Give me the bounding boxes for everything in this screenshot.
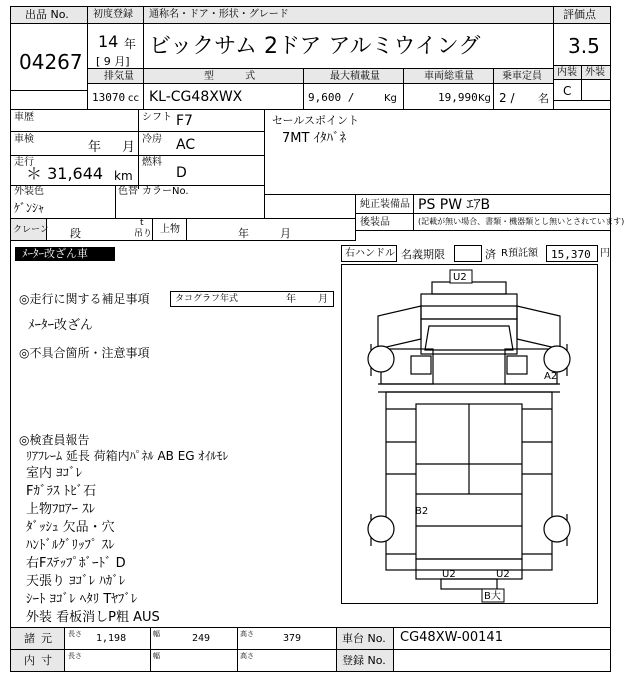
recycle-label: R預託額 xyxy=(501,248,538,259)
mileage-unit: km xyxy=(114,169,133,183)
meter-banner-text: ﾒｰﾀｰ改ざん車 xyxy=(22,247,88,260)
fuel-value: D xyxy=(176,165,187,181)
capacity-unit: 名 xyxy=(538,92,549,105)
driving-notes-label: ◎走行に関する補足事項 xyxy=(19,292,150,306)
max-load-unit: Kg xyxy=(384,93,397,104)
color-code-label: カラーNo. xyxy=(142,186,189,197)
eval-score: 3.5 xyxy=(568,34,600,58)
crane-lift: 吊り xyxy=(134,229,153,239)
interior-dims-label: 内寸 xyxy=(24,654,58,667)
report-line: Fｶﾞﾗｽ ﾄﾋﾞ石 xyxy=(26,484,97,499)
tacho-label: タコグラフ年式 xyxy=(175,294,239,304)
recycle-unit: 円 xyxy=(600,248,610,259)
ext-color-value: ｹﾞﾝｼｬ xyxy=(14,201,45,215)
chassis-value: CG48XW-00141 xyxy=(400,630,503,645)
aircon-label: 冷房 xyxy=(142,134,162,145)
height-label: 高さ xyxy=(240,630,254,638)
recycle-done: 済 xyxy=(485,248,496,261)
gross-weight-label: 車両総重量 xyxy=(424,71,474,82)
aftermarket-note: (記載が無い場合、書類・機器類とし無いとされています) xyxy=(418,217,625,226)
aftermarket-label: 後装品 xyxy=(360,217,390,228)
damage-mark-rear-u2-left: U2 xyxy=(442,569,456,580)
shift-value: F7 xyxy=(176,113,193,129)
chassis-label: 車台 No. xyxy=(342,632,386,645)
height-value: 379 xyxy=(283,633,302,644)
report-line: 右Fｽﾃｯﾌﾟﾎﾞｰﾄﾞ D xyxy=(26,556,126,571)
width-value: 249 xyxy=(192,633,211,644)
displacement-label: 排気量 xyxy=(104,71,134,82)
interior-grade: C xyxy=(563,84,572,98)
first-reg-label: 初度登録 xyxy=(93,9,133,20)
aircon-value: AC xyxy=(176,137,196,153)
shift-label: シフト xyxy=(142,112,172,123)
damage-mark-b2: B2 xyxy=(415,506,429,517)
defects-label: ◎不具合箇所・注意事項 xyxy=(19,346,150,360)
mileage-label: 走行 xyxy=(14,157,34,168)
color-no-label: 色替 xyxy=(118,186,138,197)
recycle-value: 15,370 xyxy=(551,248,591,261)
equip-value: PS PW ｴｱB xyxy=(418,197,491,213)
upper-month: 月 xyxy=(280,227,291,240)
in-width-label: 幅 xyxy=(153,652,160,660)
in-length-label: 長さ xyxy=(68,652,82,660)
first-reg-month: [ 9 月] xyxy=(96,55,130,68)
name-label: 通称名・ドア・形状・グレード xyxy=(149,9,289,20)
model-value: KL-CG48XWX xyxy=(149,89,243,105)
crane-step: 段 xyxy=(70,227,81,240)
inspection-label: 車検 xyxy=(14,134,34,145)
damage-mark-rear-bdai: B大 xyxy=(484,591,501,602)
eval-label: 評価点 xyxy=(563,8,596,21)
length-value: 1,198 xyxy=(96,633,127,644)
crane-ton: t xyxy=(140,218,144,228)
dims-label: 諸元 xyxy=(24,632,58,645)
displacement-unit: cc xyxy=(128,93,139,104)
max-load-value: 9,600 / xyxy=(308,91,355,104)
name-change-label: 名義期限 xyxy=(401,248,445,261)
inspection-month: 月 xyxy=(122,140,136,155)
damage-mark-a2: A2 xyxy=(544,371,558,382)
report-line: ﾊﾝﾄﾞﾙｸﾞﾘｯﾌﾟ ｽﾚ xyxy=(26,538,115,553)
report-line: ｼｰﾄ ﾖｺﾞﾚ ﾍﾀﾘ Tﾔﾌﾞﾚ xyxy=(26,592,138,607)
exterior-label: 外装 xyxy=(585,67,605,78)
driving-text: ﾒｰﾀｰ改ざん xyxy=(28,318,94,333)
gross-weight-value: 19,990 xyxy=(438,91,478,104)
rhd-label: 右ハンドル xyxy=(345,248,395,259)
fuel-label: 燃料 xyxy=(142,157,162,168)
report-line: 室内 ﾖｺﾞﾚ xyxy=(26,466,83,481)
exterior-grade-cell xyxy=(581,79,611,101)
in-height-label: 高さ xyxy=(240,652,254,660)
equip-label: 純正装備品 xyxy=(360,199,410,210)
report-line: ﾘｱﾌﾚｰﾑ 延長 荷箱内ﾊﾟﾈﾙ AB EG ｵｲﾙﾓﾚ xyxy=(26,449,229,463)
gross-weight-unit: Kg xyxy=(478,93,491,104)
inspection-year: 年 xyxy=(88,140,102,155)
capacity-value: 2 / xyxy=(499,91,515,105)
tacho-month: 月 xyxy=(318,294,328,305)
history-label: 車歴 xyxy=(14,112,34,123)
lot-number: 04267 xyxy=(19,50,83,74)
tacho-year: 年 xyxy=(286,294,296,305)
report-line: ﾀﾞｯｼｭ 欠品・穴 xyxy=(26,520,115,535)
damage-mark-rear-u2-right: U2 xyxy=(496,569,510,580)
displacement-value: 13070 xyxy=(92,91,126,104)
truck-diagram xyxy=(341,264,598,604)
report-line: 上物ﾌﾛｱｰ ｽﾚ xyxy=(26,502,96,517)
specs-label-row xyxy=(87,68,554,84)
max-load-label: 最大積載量 xyxy=(330,71,380,82)
name-change-box xyxy=(454,245,482,262)
vehicle-name: ビックサム 2ドア アルミウイング xyxy=(149,34,481,59)
first-reg-year: 14 xyxy=(98,32,119,51)
sales-value: 7MT ｲﾀﾊﾞﾈ xyxy=(282,131,347,146)
model-label: 型 式 xyxy=(204,71,270,82)
crane-row xyxy=(10,218,356,241)
interior-label: 内装 xyxy=(557,67,577,78)
damage-mark-front-u2: U2 xyxy=(453,272,467,283)
width-label: 幅 xyxy=(153,630,160,638)
lot-label: 出品 No. xyxy=(25,8,69,21)
ext-color-label: 外装色 xyxy=(14,186,44,197)
sales-label: セールスポイント xyxy=(272,114,360,127)
first-reg-year-unit: 年 xyxy=(124,37,137,51)
length-label: 長さ xyxy=(68,630,82,638)
upper-year: 年 xyxy=(238,227,249,240)
report-line: 天張り ﾖｺﾞﾚ ﾊｶﾞﾚ xyxy=(26,574,126,589)
upper-label: 上物 xyxy=(160,224,180,235)
mileage-value: ＊ 31,644 xyxy=(26,164,104,183)
capacity-label: 乗車定員 xyxy=(502,71,542,82)
inspector-label: ◎検査員報告 xyxy=(19,433,90,447)
reg-label: 登録 No. xyxy=(342,654,386,667)
report-line: 外装 看板消しP粗 AUS xyxy=(26,610,160,625)
crane-label: クレーン xyxy=(13,225,49,235)
